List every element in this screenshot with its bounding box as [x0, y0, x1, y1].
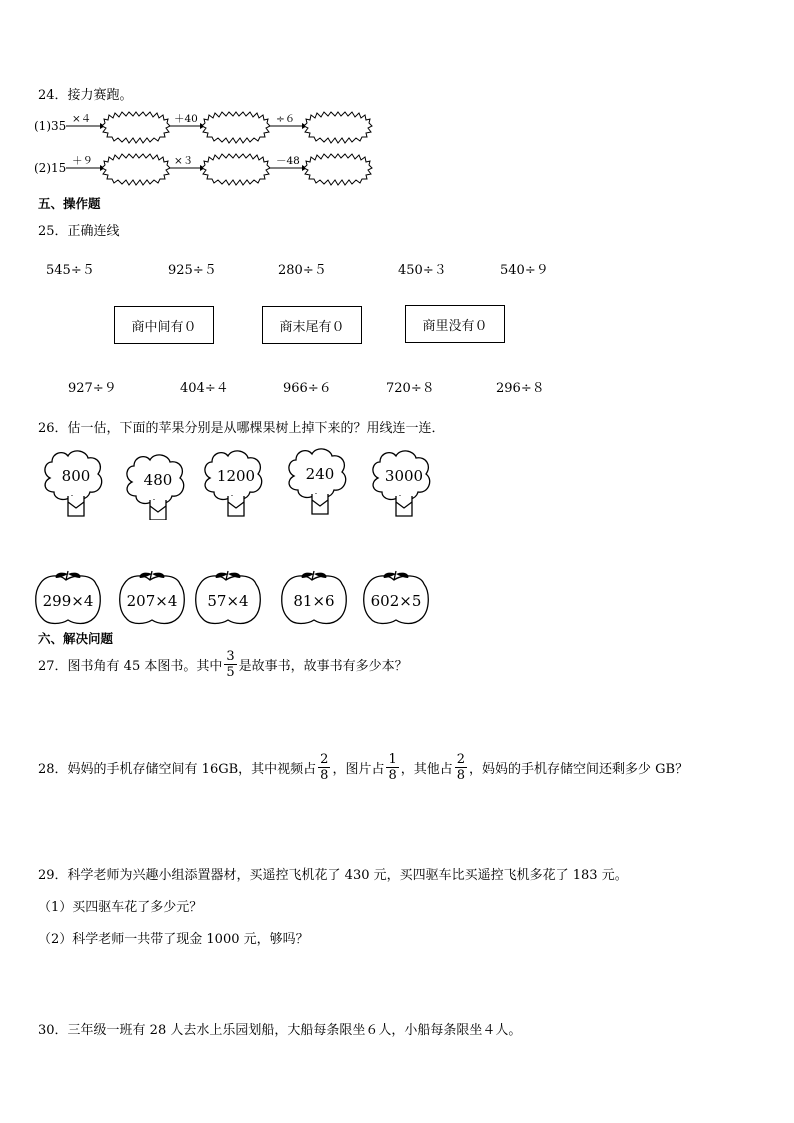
apple-expr-2: 207×4	[126, 592, 178, 610]
bottom-expr-4[interactable]: 720÷８	[386, 381, 435, 396]
bottom-expr-3[interactable]: 966÷６	[283, 381, 332, 396]
top-expr-3[interactable]: 280÷５	[278, 263, 327, 278]
section-6-heading: 六、解决问题	[38, 631, 114, 646]
q29-sub1: （1）买四驱车花了多少元？	[38, 900, 203, 915]
apples-row	[34, 568, 434, 628]
blank-oval-r1-2[interactable]	[202, 112, 270, 143]
fraction-other: $\frac{2}{8}$	[456, 752, 466, 783]
top-expr-5[interactable]: 540÷９	[500, 263, 549, 278]
relay-row2-op1: ＋９	[72, 155, 93, 167]
q26-title: 26．估一估，下面的苹果分别是从哪棵果树上掉下来的？用线连一连．	[38, 421, 445, 436]
bottom-expr-1[interactable]: 927÷９	[68, 381, 117, 396]
trees-row	[38, 448, 458, 520]
q29-sub2: （2）科学老师一共带了现金 1000 元，够吗？	[38, 932, 309, 947]
tree-value-5: 3000	[384, 467, 424, 485]
box-zero-middle[interactable]: 商中间有０	[114, 306, 214, 344]
q30-title: 30．三年级一班有 28 人去水上乐园划船，大船每条限坐６人，小船每条限坐４人。	[38, 1023, 522, 1038]
q27-text-post: 是故事书，故事书有多少本？	[238, 659, 408, 674]
apple-expr-5: 602×5	[370, 592, 422, 610]
tree-value-2: 480	[143, 471, 173, 489]
apple-expr-3: 57×4	[207, 592, 249, 610]
relay-row1-op3: ÷６	[276, 113, 296, 125]
apple-expr-4: 81×6	[293, 592, 335, 610]
q27	[38, 650, 408, 679]
section-5-heading: 五、操作题	[38, 196, 101, 211]
blank-oval-r2-2[interactable]	[202, 154, 270, 185]
blank-oval-r1-1[interactable]	[102, 112, 170, 143]
top-expr-1[interactable]: 545÷５	[46, 263, 95, 278]
relay-diagram	[34, 106, 394, 190]
fraction-3-5: $\frac{3}{5}$	[226, 649, 235, 680]
top-expr-4[interactable]: 450÷３	[398, 263, 447, 278]
relay-row2-op2: ×３	[174, 155, 194, 167]
q27-text-pre: 27．图书角有 45 本图书。其中	[38, 659, 223, 674]
q24-title: 24．接力赛跑。	[38, 88, 133, 103]
relay-row2-op3: －48	[276, 155, 300, 167]
tree-value-3: 1200	[216, 467, 256, 485]
box-no-zero[interactable]: 商里没有０	[405, 305, 505, 343]
blank-oval-r1-3[interactable]	[304, 112, 372, 143]
relay-row1-op1: ×４	[72, 113, 92, 125]
relay-row1-op2: ＋40	[174, 113, 198, 125]
q25-title: 25．正确连线	[38, 224, 120, 239]
relay-row2-label: (2)15	[34, 161, 67, 175]
bottom-expr-5[interactable]: 296÷８	[496, 381, 545, 396]
bottom-expr-2[interactable]: 404÷４	[180, 381, 229, 396]
q28: 28．妈妈的手机存储空间有 16GB，其中视频占 $\frac{2}{8}$ ，图片占 $\frac{1}{8}$ ，其他占 $\frac{2}{8}$ ，妈妈的手机存储空间还剩多少 GB？	[38, 752, 689, 783]
q29-title: 29．科学老师为兴趣小组添置器材，买遥控飞机花了 430 元，买四驱车比买遥控飞机多花了 183 元。	[38, 868, 628, 883]
top-expr-2[interactable]: 925÷５	[168, 263, 217, 278]
apple-expr-1: 299×4	[42, 592, 94, 610]
fraction-photo: $\frac{1}{8}$	[388, 752, 397, 783]
tree-value-1: 800	[61, 467, 91, 485]
relay-row1-label: (1)35	[34, 119, 67, 133]
blank-oval-r2-3[interactable]	[304, 154, 372, 185]
tree-value-4: 240	[305, 465, 335, 483]
box-zero-end[interactable]: 商末尾有０	[262, 306, 362, 344]
fraction-video: $\frac{2}{8}$	[320, 752, 329, 783]
blank-oval-r2-1[interactable]	[102, 154, 170, 185]
